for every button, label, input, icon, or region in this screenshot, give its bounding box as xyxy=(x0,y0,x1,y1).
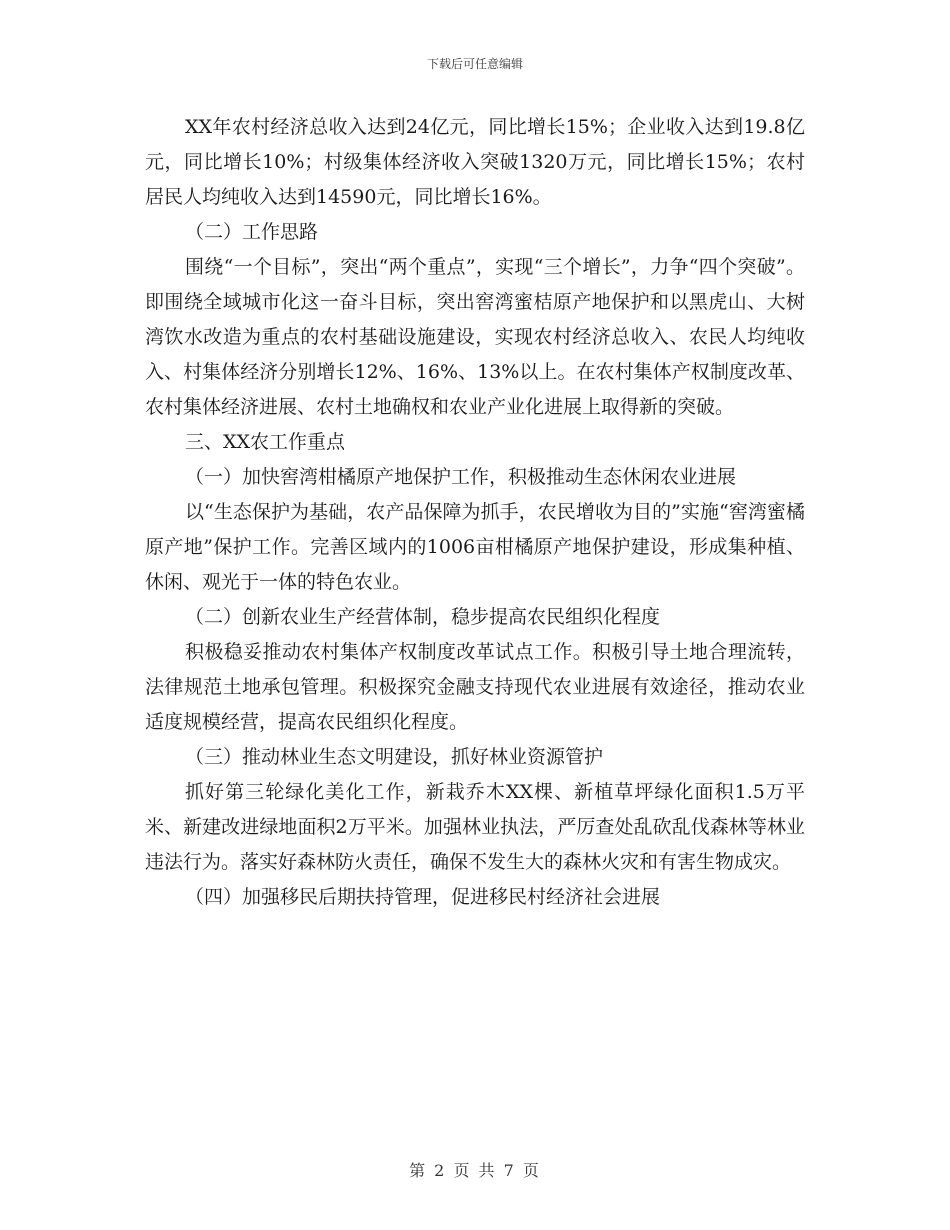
paragraph-income-stats: XX年农村经济总收入达到24亿元，同比增长15%；企业收入达到19.8亿元，同比增长10%；村级集体经济收入突破1320万元，同比增长15%；农村居民人均纯收入达到14590元，同比增长16%。 xyxy=(145,116,805,208)
page-footer: 第 2 页 共 7 页 xyxy=(409,1161,541,1180)
heading-forestry: （三）推动林业生态文明建设，抓好林业资源管护 xyxy=(185,746,604,768)
document-body xyxy=(145,110,805,915)
paragraph-forestry: 抓好第三轮绿化美化工作，新栽乔木XX棵、新植草坪绿化面积1.5万平米、新建改进绿地面积2万平米。加强林业执法，严厉查处乱砍乱伐森林等林业违法行为。落实好森林防火责任，确保不发生大的森林火灾和有害生物成灾。 xyxy=(145,781,805,873)
paragraph-agri-system: 积极稳妥推动农村集体产权制度改革试点工作。积极引导土地合理流转，法律规范土地承包管理。积极探究金融支持现代农业进展有效途径，推动农业适度规模经营，提高农民组织化程度。 xyxy=(145,641,805,733)
heading-origin-protection: （一）加快窖湾柑橘原产地保护工作，积极推动生态休闲农业进展 xyxy=(185,466,737,488)
paragraph-work-approach: 围绕“一个目标”，突出“两个重点”，实现“三个增长”，力争“四个突破”。即围绕全域城市化这一奋斗目标，突出窖湾蜜桔原产地保护和以黑虎山、大树湾饮水改造为重点的农村基础设施建设，实现农村经济总收入、农民人均纯收入、村集体经济分别增长12%、16%、13%以上。在农村集体产权制度改革、农村集体经济进展、农村土地确权和农业产业化进展上取得新的突破。 xyxy=(145,256,805,418)
heading-agri-system: （二）创新农业生产经营体制，稳步提高农民组织化程度 xyxy=(185,606,661,628)
heading-resettlement: （四）加强移民后期扶持管理，促进移民村经济社会进展 xyxy=(185,886,661,908)
heading-work-focus: 三、XX农工作重点 xyxy=(185,431,346,453)
page-header: 下载后可任意编辑 xyxy=(426,57,523,71)
paragraph-origin-protection: 以“生态保护为基础，农产品保障为抓手，农民增收为目的”实施“窖湾蜜橘原产地”保护工作。完善区域内的1006亩柑橘原产地保护建设，形成集种植、休闲、观光于一体的特色农业。 xyxy=(145,501,805,593)
heading-work-approach: （二）工作思路 xyxy=(185,221,319,243)
